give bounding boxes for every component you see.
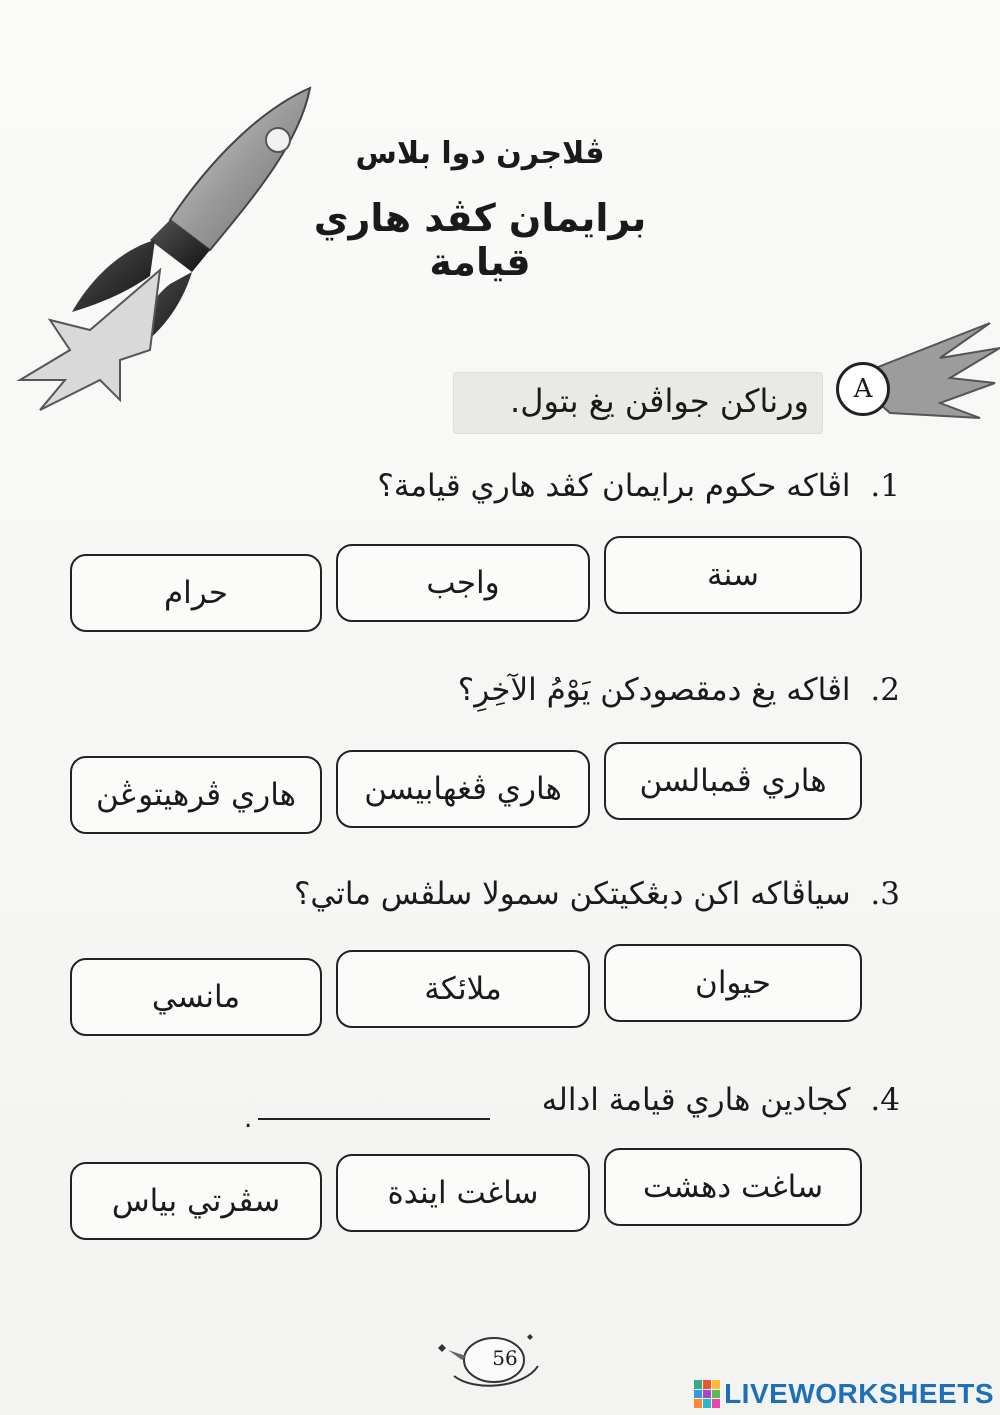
blank-period: .	[244, 1104, 253, 1134]
option-box[interactable]: ملائكة	[336, 950, 590, 1028]
instruction-text: ورناكن جواڤن يغ بتول.	[510, 382, 809, 420]
question-2	[230, 672, 900, 708]
watermark	[694, 1378, 994, 1410]
page-number-text: 56	[492, 1346, 518, 1370]
option-box[interactable]: واجب	[336, 544, 590, 622]
options-q4	[70, 1148, 862, 1228]
question-text: سياڤاكه اكن دبڠكيتكن سمولا سلڤس ماتي؟	[293, 876, 851, 912]
lesson-label: ڤلاجرن دوا بلاس	[355, 136, 605, 171]
question-4	[500, 1082, 900, 1118]
options-q3	[70, 944, 862, 1024]
question-text: اڤاكه حكوم برايمان كڤد هاري قيامة؟	[377, 468, 851, 504]
page-title: برايمان كڤد هاري قيامة	[313, 196, 647, 284]
option-box[interactable]: مانسي	[70, 958, 322, 1036]
question-number: 1.	[870, 468, 900, 504]
section-instruction	[453, 372, 823, 434]
option-box[interactable]: هاري ڤمبالسن	[604, 742, 862, 820]
option-box[interactable]: ساغت دهشت	[604, 1148, 862, 1226]
option-box[interactable]: سڤرتي بياس	[70, 1162, 322, 1240]
option-box[interactable]: حيوان	[604, 944, 862, 1022]
question-number: 4.	[870, 1082, 900, 1118]
answer-blank[interactable]	[258, 1118, 490, 1120]
option-box[interactable]: سنة	[604, 536, 862, 614]
liveworksheets-logo-icon	[694, 1380, 720, 1408]
option-box[interactable]: هاري ڤرهيتوڠن	[70, 756, 322, 834]
question-text: كجادين هاري قيامة اداله	[541, 1082, 851, 1118]
option-box[interactable]: ساغت ايندة	[336, 1154, 590, 1232]
options-q2	[70, 742, 862, 822]
option-box[interactable]: حرام	[70, 554, 322, 632]
options-q1	[70, 536, 862, 616]
question-1	[230, 468, 900, 504]
option-box[interactable]: هاري ڤغهابيسن	[336, 750, 590, 828]
question-number: 2.	[870, 672, 900, 708]
section-badge: A	[836, 362, 890, 416]
question-text: اڤاكه يغ دمقصودكن يَوْمُ الآخِرِ؟	[457, 672, 851, 708]
watermark-text: LIVEWORKSHEETS	[724, 1378, 994, 1409]
question-3	[230, 876, 900, 912]
question-number: 3.	[870, 876, 900, 912]
page-number	[470, 1332, 540, 1388]
